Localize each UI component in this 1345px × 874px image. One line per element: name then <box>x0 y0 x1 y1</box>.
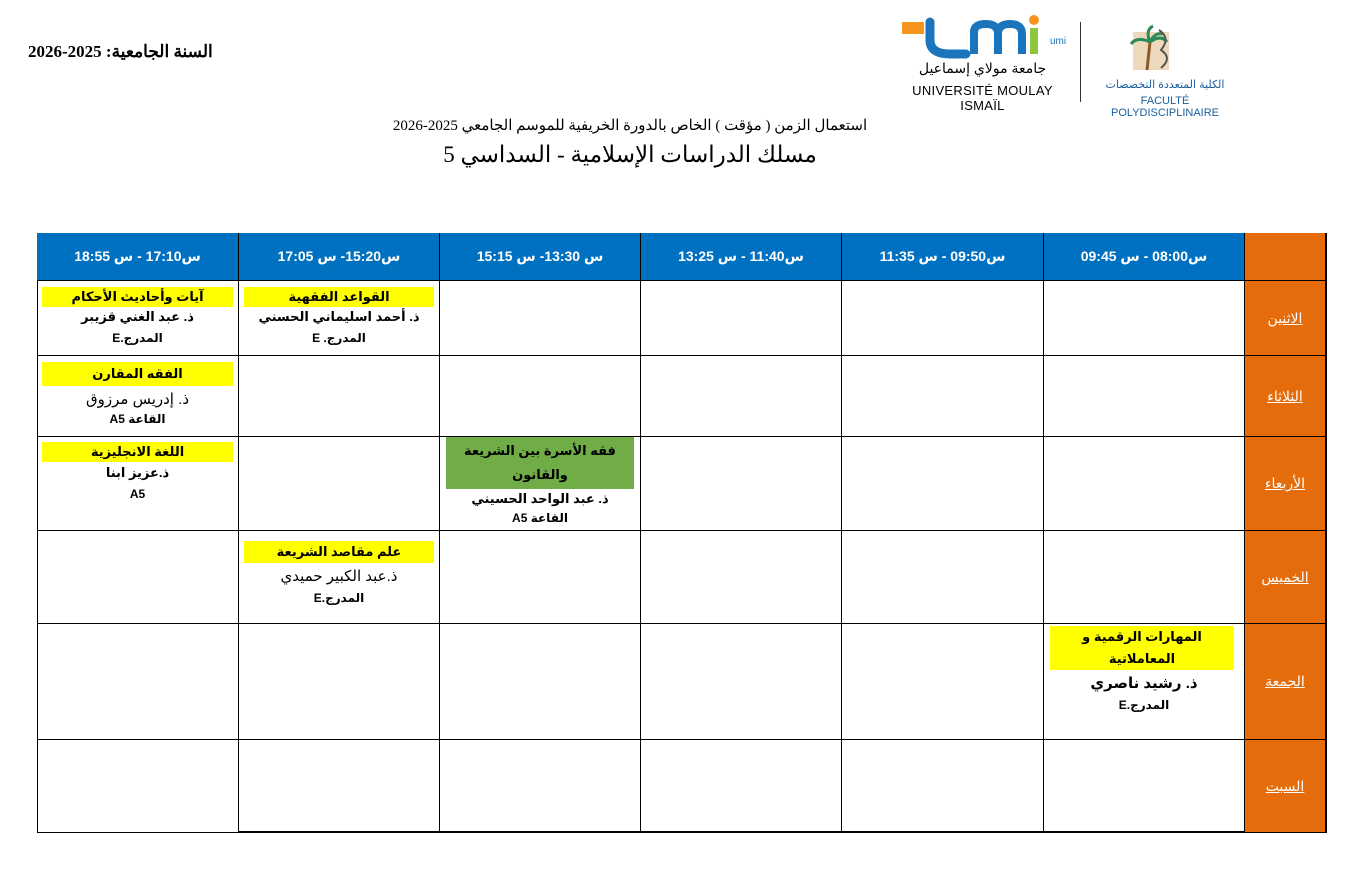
day-wednesday <box>1245 437 1326 531</box>
empty-cell <box>440 281 641 356</box>
time-slot-header: س 13:30- س 15:15 <box>440 233 641 281</box>
schedule-subtitle: استعمال الزمن ( مؤقت ) الخاص بالدورة الخريفية للموسم الجامعي 2025-2026 <box>392 118 868 134</box>
room-label: المدرج.E <box>313 591 365 605</box>
faculty-arabic-name: الكلية المتعددة التخصصات <box>1105 79 1225 91</box>
empty-cell <box>239 356 440 437</box>
session-cell <box>239 281 440 356</box>
day-label: السبت <box>1265 777 1305 794</box>
day-monday <box>1245 281 1326 356</box>
professor-name: ذ. عبد الغني قزيبر <box>81 309 194 324</box>
room-label: المدرج.E <box>112 331 163 345</box>
empty-cell <box>1044 281 1245 356</box>
day-tuesday <box>1245 356 1326 437</box>
professor-name: ذ.عبد الكبير حميدي <box>280 568 398 585</box>
course-name: علم مقاصد الشريعة <box>244 541 434 563</box>
empty-cell <box>440 356 641 437</box>
empty-cell <box>641 624 842 740</box>
day-saturday <box>1245 740 1326 833</box>
session-cell <box>239 531 440 624</box>
palm-tree-icon <box>1095 22 1235 76</box>
empty-cell <box>641 531 842 624</box>
empty-cell <box>37 624 239 740</box>
empty-cell <box>440 624 641 740</box>
professor-name: ذ. رشيد ناصري <box>1090 675 1198 692</box>
course-name: فقه الأسرة بين الشريعة والقانون <box>446 437 634 489</box>
session-cell <box>37 437 239 531</box>
empty-cell <box>842 624 1044 740</box>
session-cell <box>37 281 239 356</box>
empty-cell <box>1044 437 1245 531</box>
empty-cell <box>1044 531 1245 624</box>
umi-mark-icon <box>900 14 1070 60</box>
empty-cell <box>1044 740 1245 833</box>
umi-logo <box>900 14 1070 113</box>
empty-cell <box>641 356 842 437</box>
time-slot-header: س09:50 - س 11:35 <box>842 233 1044 281</box>
course-name: آيات وأحاديث الأحكام <box>42 287 233 307</box>
day-label: الاثنين <box>1267 309 1303 326</box>
session-cell <box>37 356 239 437</box>
empty-cell <box>440 740 641 833</box>
professor-name: ذ. أحمد اسليماني الحسني <box>258 309 420 324</box>
course-name: القواعد الفقهية <box>244 287 434 307</box>
empty-cell <box>842 531 1044 624</box>
umi-arabic-name: جامعة مولاي إسماعيل <box>918 60 1047 76</box>
logos <box>900 14 1240 119</box>
room-label: A5 <box>129 487 146 501</box>
empty-cell <box>641 437 842 531</box>
day-label: الثلاثاء <box>1267 387 1303 404</box>
academic-year: السنة الجامعية: 2025-2026 <box>28 42 213 61</box>
empty-cell <box>842 356 1044 437</box>
room-label: المدرج. E <box>312 331 366 345</box>
session-cell <box>1044 624 1245 740</box>
empty-cell <box>440 531 641 624</box>
empty-cell <box>842 740 1044 833</box>
schedule-title: مسلك الدراسات الإسلامية - السداسي 5 <box>443 142 817 167</box>
umi-french-name: UNIVERSITÉ MOULAY ISMAÏL <box>912 83 1053 113</box>
empty-cell <box>239 437 440 531</box>
faculty-logo <box>1095 22 1240 119</box>
empty-cell <box>842 437 1044 531</box>
empty-cell <box>641 281 842 356</box>
empty-cell <box>641 740 842 833</box>
day-label: الجمعة <box>1265 673 1305 689</box>
empty-cell <box>842 281 1044 356</box>
time-slot-header: س15:20- س 17:05 <box>239 233 440 281</box>
empty-cell <box>37 740 239 833</box>
room-label: المدرج.E <box>1118 698 1170 712</box>
corner-header <box>1245 233 1326 281</box>
day-friday <box>1245 624 1326 740</box>
session-cell <box>440 437 641 531</box>
empty-cell <box>239 624 440 740</box>
time-slot-header: س11:40 - س 13:25 <box>641 233 842 281</box>
professor-name: ذ. عبد الواحد الحسيني <box>471 491 609 506</box>
time-slot-header: س17:10 - س 18:55 <box>37 233 239 281</box>
faculty-french-name: FACULTÉ POLYDISCIPLINAIRE <box>1111 95 1219 119</box>
professor-name: ذ.عزيز ابنا <box>105 465 170 480</box>
course-name: المهارات الرقمية و المعاملاتية <box>1050 626 1234 670</box>
room-label: القاعة A5 <box>512 511 568 525</box>
logo-divider <box>1080 22 1081 102</box>
time-slot-header: س08:00 - س 09:45 <box>1044 233 1245 281</box>
day-label: الخميس <box>1261 568 1309 585</box>
professor-name: ذ. إدريس مرزوق <box>85 391 189 408</box>
day-thursday <box>1245 531 1326 624</box>
course-name: اللغة الانجليزية <box>42 442 233 462</box>
empty-cell <box>37 531 239 624</box>
empty-cell <box>239 740 440 833</box>
room-label: القاعة A5 <box>109 412 166 426</box>
umi-mark-text: umi <box>1050 36 1067 47</box>
course-name: الفقه المقارن <box>42 362 233 386</box>
empty-cell <box>1044 356 1245 437</box>
day-label: الأربعاء <box>1264 475 1306 491</box>
